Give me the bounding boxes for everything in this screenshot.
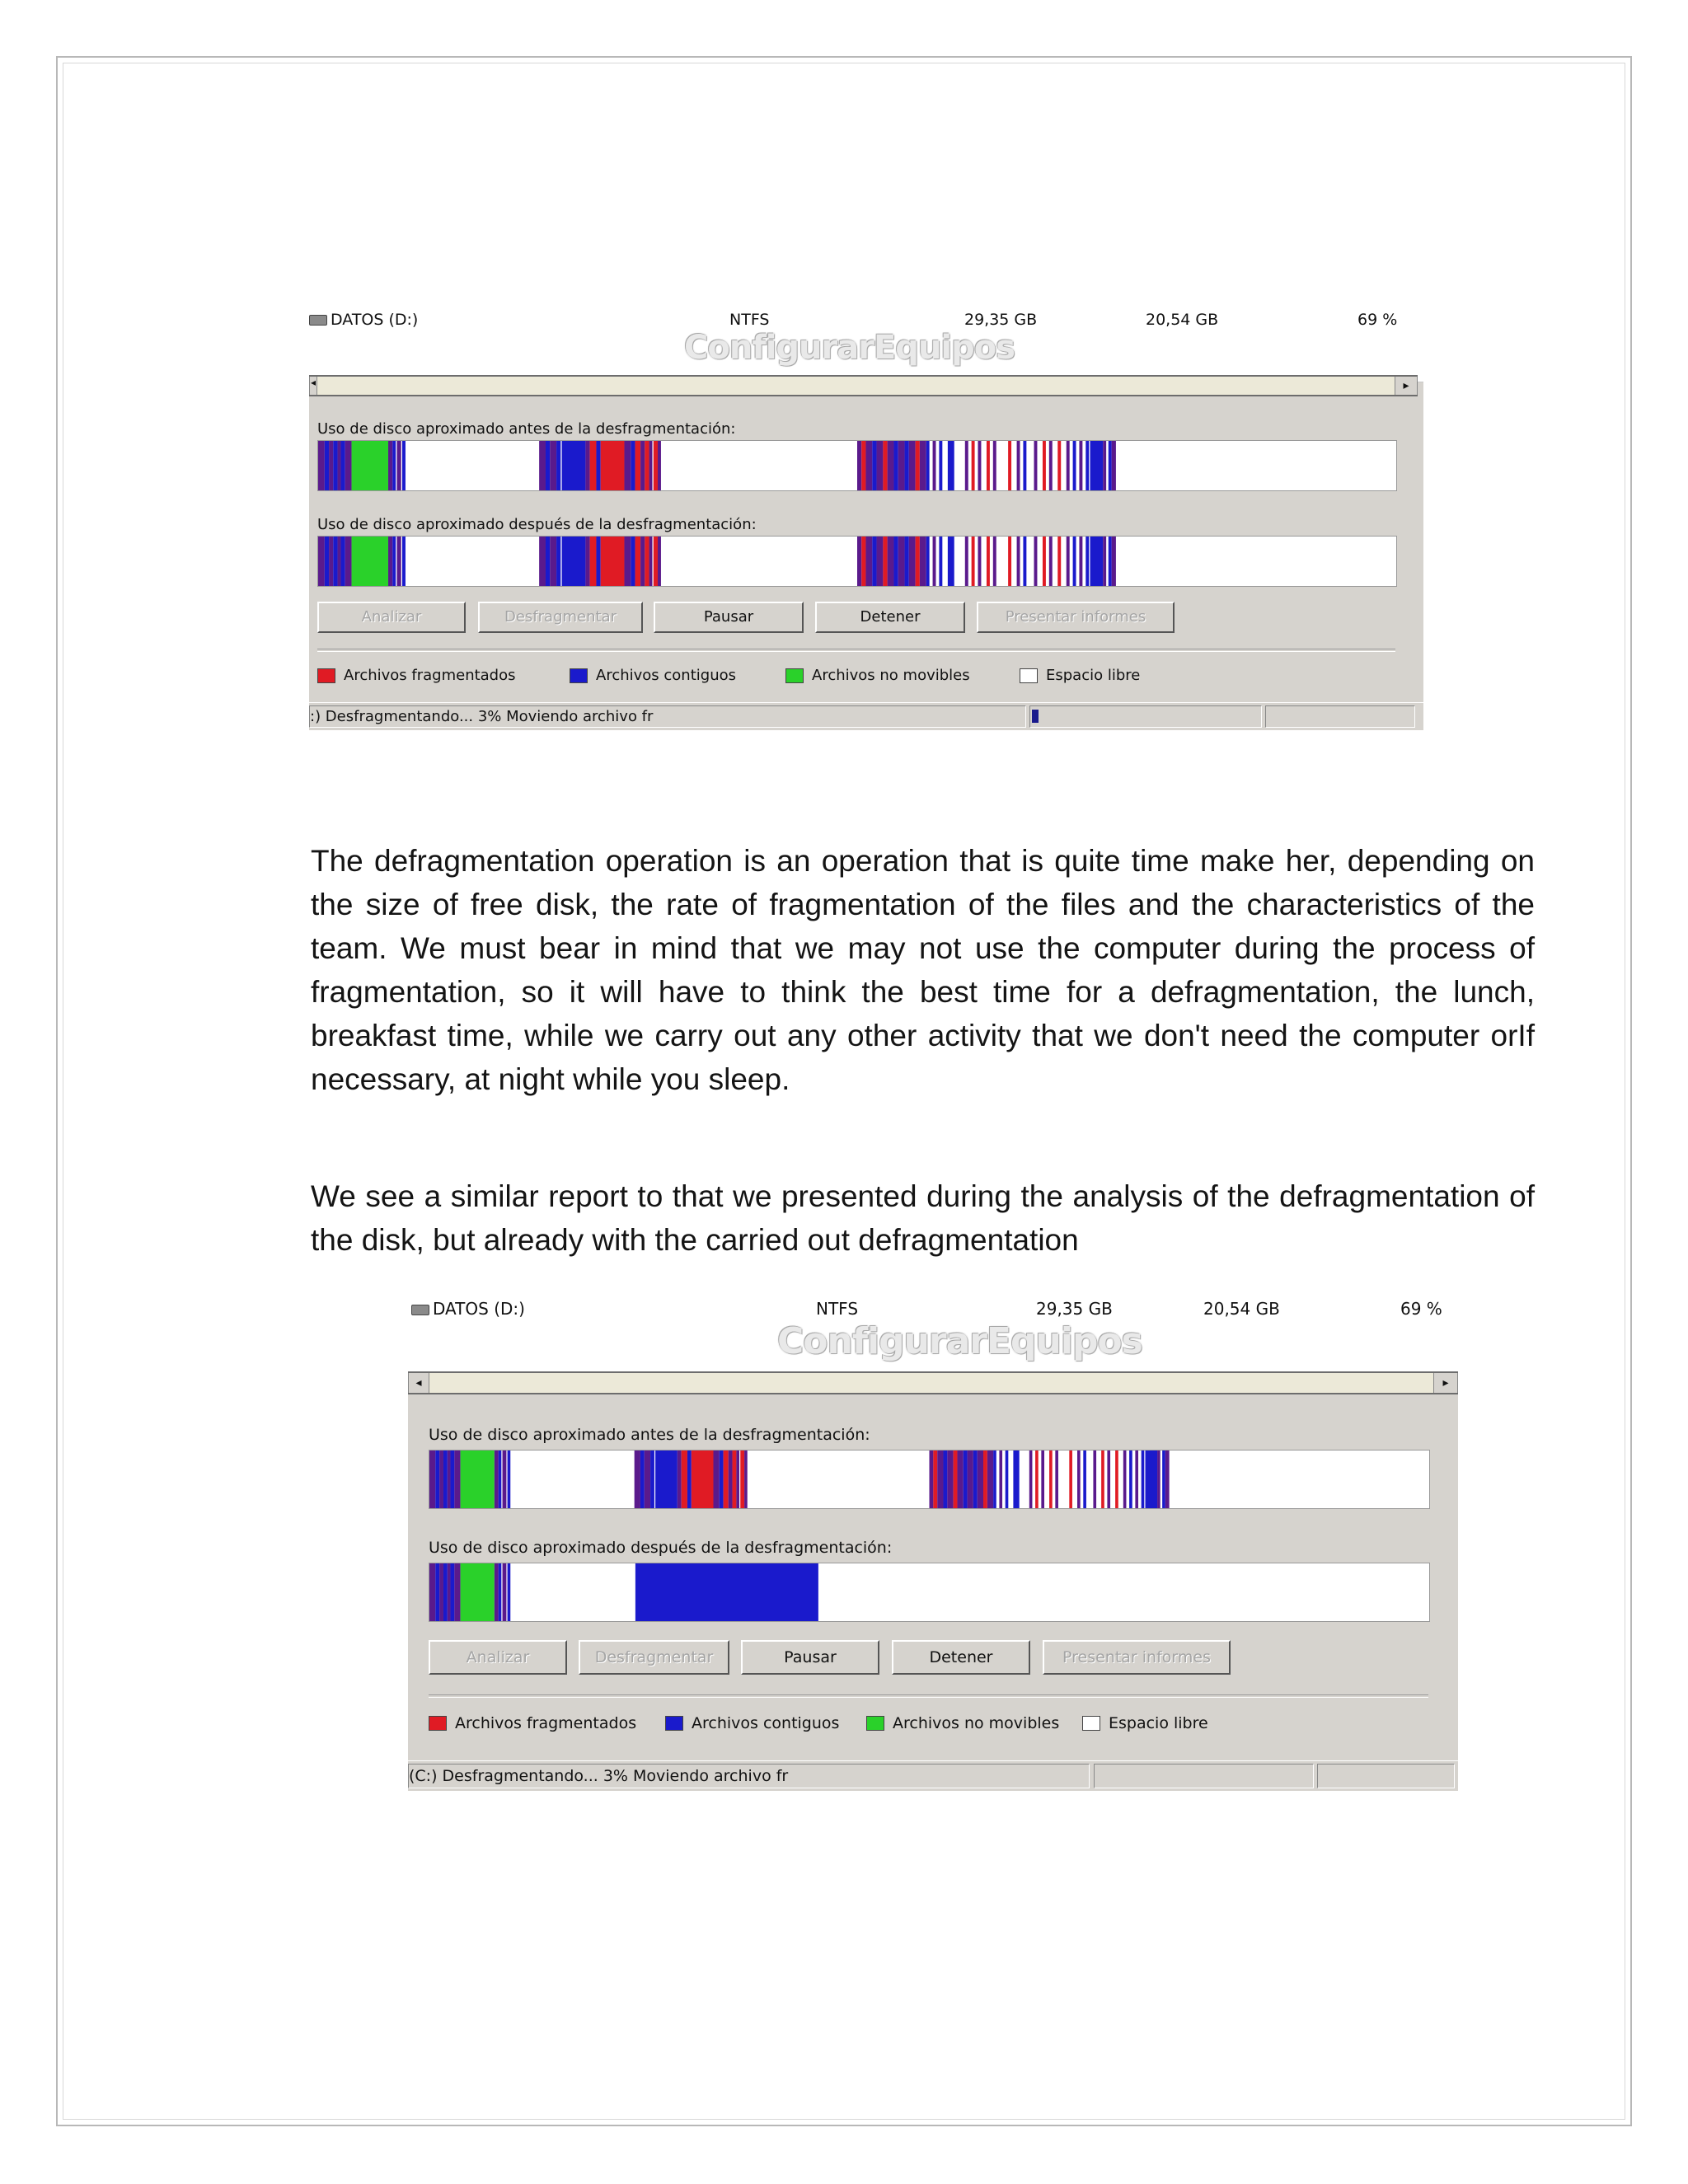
disk-map-segment — [318, 441, 325, 490]
volume-name: DATOS (D:) — [433, 1299, 525, 1319]
defrag-screenshot-before — [309, 307, 1423, 730]
volume-free-space: 20,54 GB — [1203, 1299, 1280, 1319]
disk-map-segment — [968, 1451, 973, 1508]
volume-name-cell — [411, 1299, 525, 1319]
disk-map-segment — [898, 537, 905, 586]
disk-map-segment — [495, 1451, 499, 1508]
disk-drive-icon — [411, 1305, 429, 1315]
disk-map-segment — [1067, 537, 1070, 586]
disk-map-segment — [1129, 1451, 1132, 1508]
disk-map-segment — [508, 1563, 511, 1621]
disk-map-segment — [965, 441, 968, 490]
legend-contiguous-label: Archivos contiguos — [692, 1714, 840, 1732]
after-usage-map — [318, 537, 1396, 586]
disk-map-segment — [1055, 1451, 1058, 1508]
disk-map-segment — [978, 537, 981, 586]
stop-button[interactable]: Detener — [892, 1640, 1030, 1675]
disk-map-segment — [909, 537, 916, 586]
pause-button[interactable]: Pausar — [741, 1640, 879, 1675]
disk-map-segment — [503, 1451, 507, 1508]
disk-map-segment — [325, 441, 329, 490]
disk-map-segment — [909, 441, 916, 490]
disk-map-segment — [388, 441, 392, 490]
legend-fragmented-label: Archivos fragmentados — [344, 667, 516, 684]
disk-map-segment — [645, 537, 649, 586]
disk-map-segment — [461, 1563, 495, 1621]
stop-button[interactable]: Detener — [815, 602, 965, 633]
disk-map-segment — [1006, 1451, 1009, 1508]
disk-map-segment — [1103, 441, 1106, 490]
disk-map-segment — [435, 1563, 439, 1621]
disk-map-segment — [352, 537, 388, 586]
disk-map-segment — [402, 537, 406, 586]
contiguous-swatch — [570, 668, 588, 683]
disk-map-segment — [546, 441, 550, 490]
disk-map-segment — [635, 441, 641, 490]
scroll-right-button[interactable]: ▸ — [1395, 377, 1418, 395]
disk-map-segment — [865, 537, 872, 586]
disk-map-segment — [318, 537, 325, 586]
disk-map-segment — [338, 537, 341, 586]
disk-map-segment — [1073, 537, 1076, 586]
disk-map-segment — [948, 537, 954, 586]
disk-map-segment — [1109, 537, 1112, 586]
legend-unmovable-label: Archivos no movibles — [893, 1714, 1060, 1732]
disk-map-segment — [556, 441, 560, 490]
disk-map-segment — [888, 537, 894, 586]
disk-map-segment — [1162, 1451, 1165, 1508]
disk-map-segment — [388, 537, 392, 586]
disk-map-segment — [590, 441, 597, 490]
disk-map-segment — [601, 537, 625, 586]
disk-map-segment — [993, 1451, 996, 1508]
disk-map-segment — [1043, 537, 1046, 586]
disk-map-segment — [546, 537, 550, 586]
disk-map-segment — [905, 537, 909, 586]
disk-map-segment — [926, 441, 930, 490]
horizontal-scrollbar[interactable] — [408, 1371, 1458, 1394]
disk-map-segment — [987, 1451, 993, 1508]
disk-map-segment — [635, 1451, 640, 1508]
disk-map-segment — [933, 1451, 937, 1508]
disk-map-segment — [926, 537, 930, 586]
defragment-button[interactable]: Desfragmentar — [579, 1640, 729, 1675]
disk-map-segment — [893, 537, 898, 586]
free-swatch — [1020, 668, 1038, 683]
disk-map-segment — [1041, 1451, 1044, 1508]
disk-map-segment — [596, 441, 600, 490]
disk-map-segment — [972, 537, 975, 586]
disk-map-segment — [1079, 537, 1082, 586]
disk-map-segment — [678, 1451, 682, 1508]
disk-map-segment — [1069, 1451, 1072, 1508]
disk-map-segment — [392, 537, 396, 586]
disk-map-segment — [325, 537, 329, 586]
disk-map-segment — [1083, 1451, 1086, 1508]
volume-free-space: 20,54 GB — [1146, 311, 1219, 329]
status-empty-cell — [1265, 705, 1415, 728]
disk-map-segment — [508, 1451, 511, 1508]
disk-map-segment — [736, 1451, 739, 1508]
disk-map-segment — [650, 1451, 654, 1508]
disk-map-segment — [939, 537, 942, 586]
legend-free — [1082, 1714, 1208, 1732]
volume-name: DATOS (D:) — [331, 311, 419, 329]
disk-map-segment — [640, 441, 645, 490]
defragment-button[interactable]: Desfragmentar — [478, 602, 643, 633]
unmovable-swatch — [866, 1716, 884, 1731]
disk-map-segment — [857, 537, 861, 586]
disk-map-segment — [905, 441, 909, 490]
disk-map-segment — [1112, 537, 1116, 586]
disk-map-segment — [872, 441, 876, 490]
disk-map-segment — [396, 537, 401, 586]
disk-map-segment — [352, 441, 388, 490]
after-usage-bar — [429, 1563, 1430, 1622]
disk-map-segment — [943, 1451, 947, 1508]
disk-map-segment — [1034, 441, 1038, 490]
disk-map-segment — [1093, 1451, 1096, 1508]
disk-map-segment — [631, 537, 635, 586]
disk-map-segment — [973, 1451, 978, 1508]
status-progress-cell — [1029, 705, 1262, 728]
disk-map-segment — [448, 1563, 451, 1621]
disk-map-segment — [1090, 537, 1104, 586]
disk-map-segment — [937, 1451, 943, 1508]
volume-percent-free: 69 % — [1400, 1299, 1442, 1319]
disk-map-segment — [624, 537, 631, 586]
horizontal-scrollbar[interactable] — [309, 375, 1418, 396]
body-paragraph-2: We see a similar report to that we presented during the analysis of the defragmentation of the disk, but already with the carried out defragmentation — [311, 1179, 1535, 1257]
disk-map-segment — [454, 1563, 460, 1621]
disk-map-segment — [964, 1451, 968, 1508]
disk-map-segment — [1146, 1451, 1158, 1508]
disk-map-segment — [1013, 1451, 1019, 1508]
after-usage-label: Uso de disco aproximado después de la desfragmentación: — [429, 1539, 893, 1557]
legend-contiguous — [570, 667, 736, 684]
status-bar — [309, 702, 1423, 730]
legend-free — [1020, 667, 1140, 684]
before-usage-bar — [429, 1450, 1430, 1509]
volume-row[interactable] — [309, 307, 1423, 382]
disk-map-segment — [562, 441, 586, 490]
disk-map-segment — [713, 1451, 719, 1508]
disk-map-segment — [883, 441, 887, 490]
disk-map-segment — [947, 1451, 953, 1508]
analyze-button[interactable]: Analizar — [429, 1640, 567, 1675]
pause-button[interactable]: Pausar — [654, 602, 804, 633]
disk-map-segment — [658, 537, 661, 586]
disk-map-segment — [1085, 441, 1089, 490]
disk-map-segment — [645, 441, 649, 490]
disk-map-segment — [645, 1451, 650, 1508]
disk-map-segment — [590, 537, 597, 586]
disk-map-segment — [1079, 441, 1082, 490]
disk-map-segment — [930, 1451, 934, 1508]
disk-map-segment — [499, 1563, 502, 1621]
disk-map-segment — [1101, 1451, 1104, 1508]
view-report-button[interactable]: Presentar informes — [977, 602, 1175, 633]
disk-map-segment — [1142, 1451, 1145, 1508]
before-usage-map — [318, 441, 1396, 490]
disk-map-segment — [916, 441, 920, 490]
disk-map-segment — [333, 441, 337, 490]
disk-map-segment — [983, 1451, 987, 1508]
disk-map-segment — [601, 441, 625, 490]
after-usage-map — [429, 1563, 1429, 1621]
disk-map-segment — [1073, 441, 1076, 490]
disk-map-segment — [461, 1451, 495, 1508]
disk-map-segment — [1123, 1451, 1127, 1508]
disk-map-segment — [345, 537, 352, 586]
disk-map-segment — [861, 441, 865, 490]
disk-map-segment — [1109, 441, 1112, 490]
disk-map-segment — [1008, 441, 1011, 490]
fragmented-swatch — [429, 1716, 447, 1731]
disk-map-segment — [640, 1451, 645, 1508]
disk-map-segment — [972, 441, 975, 490]
disk-map-segment — [987, 537, 990, 586]
disk-map-segment — [443, 1563, 448, 1621]
disk-map-segment — [933, 537, 936, 586]
disk-map-segment — [1017, 441, 1020, 490]
legend-unmovable — [866, 1714, 1059, 1732]
disk-map-segment — [429, 1563, 435, 1621]
disk-map-segment — [733, 1451, 737, 1508]
disk-map-segment — [1165, 1451, 1170, 1508]
disk-map-segment — [957, 1451, 963, 1508]
defrag-screenshot-after — [408, 1294, 1458, 1791]
disk-map-segment — [916, 537, 920, 586]
disk-map-segment — [1135, 1451, 1138, 1508]
status-text: :) Desfragmentando... 3% Moviendo archivo fr — [309, 705, 1026, 728]
disk-map-segment — [729, 1451, 733, 1508]
volume-name-cell — [309, 311, 418, 329]
disk-map-segment — [1023, 537, 1026, 586]
disk-map-segment — [439, 1451, 443, 1508]
disk-map-segment — [655, 1451, 678, 1508]
disk-map-segment — [649, 537, 653, 586]
disk-map-segment — [920, 441, 926, 490]
disk-map-segment — [861, 537, 865, 586]
scroll-right-button[interactable]: ▸ — [1433, 1373, 1458, 1393]
disk-map-segment — [450, 1451, 454, 1508]
disk-map-segment — [624, 441, 631, 490]
scroll-left-button[interactable]: ◂ — [408, 1373, 429, 1393]
disk-map-segment — [1034, 537, 1038, 586]
disk-map-segment — [987, 441, 990, 490]
disk-map-segment — [920, 537, 926, 586]
disk-map-segment — [865, 441, 872, 490]
before-usage-bar — [317, 440, 1397, 491]
disk-map-segment — [744, 1451, 748, 1508]
disk-map-segment — [1017, 537, 1020, 586]
disk-map-segment — [658, 441, 661, 490]
separator — [429, 1694, 1428, 1698]
disk-map-segment — [954, 1451, 958, 1508]
disk-map-segment — [585, 441, 589, 490]
legend-contiguous — [665, 1714, 839, 1732]
disk-map-segment — [1115, 1451, 1118, 1508]
disk-map-segment — [556, 537, 560, 586]
disk-map-segment — [877, 441, 884, 490]
disk-map-segment — [454, 1451, 460, 1508]
legend-unmovable — [785, 667, 970, 684]
disk-map-segment — [402, 441, 406, 490]
disk-map-segment — [448, 1451, 451, 1508]
legend-fragmented — [429, 1714, 636, 1732]
disk-map-segment — [939, 441, 942, 490]
disk-map-segment — [596, 537, 600, 586]
disk-map-segment — [1112, 441, 1116, 490]
disk-map-segment — [539, 537, 546, 586]
watermark-logo: ConfigurarEquipos — [684, 329, 1015, 367]
progress-indicator — [1032, 710, 1039, 723]
analyze-button[interactable]: Analizar — [317, 602, 466, 633]
separator — [317, 649, 1395, 652]
volume-row[interactable] — [408, 1294, 1458, 1377]
disk-map-segment — [439, 1563, 443, 1621]
legend-contiguous-label: Archivos contiguos — [596, 667, 736, 684]
volume-filesystem: NTFS — [729, 311, 770, 329]
disk-map-segment — [654, 537, 658, 586]
disk-map-segment — [1029, 1451, 1033, 1508]
disk-map-segment — [687, 1451, 692, 1508]
disk-map-segment — [857, 441, 861, 490]
disk-map-segment — [539, 441, 546, 490]
legend-fragmented — [317, 667, 516, 684]
disk-map-segment — [724, 1451, 729, 1508]
disk-map-segment — [893, 441, 898, 490]
disk-map-segment — [1107, 1451, 1110, 1508]
disk-map-segment — [933, 441, 936, 490]
disk-map-segment — [585, 537, 589, 586]
unmovable-swatch — [785, 668, 804, 683]
disk-map-segment — [1090, 441, 1104, 490]
status-empty-cell — [1317, 1764, 1455, 1788]
disk-map-segment — [640, 537, 645, 586]
disk-map-segment — [1057, 441, 1061, 490]
disk-map-segment — [631, 441, 635, 490]
legend-fragmented-label: Archivos fragmentados — [455, 1714, 637, 1732]
volume-percent-free: 69 % — [1357, 311, 1398, 329]
disk-map-segment — [435, 1451, 439, 1508]
disk-map-segment — [340, 441, 345, 490]
disk-map-segment — [965, 537, 968, 586]
disk-map-segment — [888, 441, 894, 490]
disk-map-segment — [429, 1451, 435, 1508]
volume-capacity: 29,35 GB — [964, 311, 1038, 329]
disk-map-segment — [329, 537, 333, 586]
legend-free-label: Espacio libre — [1109, 1714, 1208, 1732]
before-usage-label: Uso de disco aproximado antes de la desfragmentación: — [317, 420, 736, 438]
free-swatch — [1082, 1716, 1100, 1731]
disk-map-segment — [1067, 441, 1070, 490]
disk-map-segment — [550, 441, 556, 490]
disk-map-segment — [649, 441, 653, 490]
status-progress-cell — [1094, 1764, 1314, 1788]
after-usage-bar — [317, 536, 1397, 587]
disk-map-segment — [1043, 441, 1046, 490]
disk-map-segment — [635, 537, 641, 586]
disk-map-segment — [1057, 537, 1061, 586]
disk-map-segment — [1035, 1451, 1039, 1508]
disk-map-segment — [872, 537, 876, 586]
disk-map-segment — [635, 1563, 818, 1621]
disk-map-segment — [392, 441, 396, 490]
disk-map-segment — [345, 441, 352, 490]
after-usage-label: Uso de disco aproximado después de la desfragmentación: — [317, 516, 757, 533]
disk-map-segment — [720, 1451, 724, 1508]
disk-map-segment — [333, 537, 337, 586]
disk-map-segment — [338, 441, 341, 490]
disk-map-segment — [443, 1451, 448, 1508]
disk-map-segment — [978, 441, 981, 490]
disk-map-segment — [1049, 441, 1053, 490]
disk-map-segment — [692, 1451, 714, 1508]
disk-map-segment — [340, 537, 345, 586]
volume-capacity: 29,35 GB — [1036, 1299, 1113, 1319]
disk-map-segment — [1157, 1451, 1160, 1508]
before-usage-map — [429, 1451, 1429, 1508]
disk-map-segment — [1085, 537, 1089, 586]
disk-map-segment — [495, 1563, 499, 1621]
legend-free-label: Espacio libre — [1046, 667, 1141, 684]
legend-unmovable-label: Archivos no movibles — [812, 667, 970, 684]
disk-map-segment — [1049, 537, 1053, 586]
disk-map-segment — [450, 1563, 454, 1621]
watermark-logo: ConfigurarEquipos — [777, 1320, 1142, 1362]
contiguous-swatch — [665, 1716, 683, 1731]
disk-map-segment — [883, 537, 887, 586]
disk-map-segment — [499, 1451, 502, 1508]
disk-map-segment — [1077, 1451, 1081, 1508]
disk-map-segment — [999, 1451, 1002, 1508]
disk-map-segment — [898, 441, 905, 490]
disk-map-segment — [978, 1451, 983, 1508]
scroll-left-button[interactable]: ◂ — [309, 377, 317, 395]
disk-map-segment — [740, 1451, 744, 1508]
disk-map-segment — [562, 537, 586, 586]
view-report-button[interactable]: Presentar informes — [1043, 1640, 1231, 1675]
volume-filesystem: NTFS — [816, 1299, 859, 1319]
disk-map-segment — [550, 537, 556, 586]
disk-map-segment — [682, 1451, 687, 1508]
disk-map-segment — [396, 441, 401, 490]
disk-map-segment — [503, 1563, 507, 1621]
status-bar — [408, 1760, 1458, 1791]
disk-map-segment — [1008, 537, 1011, 586]
disk-map-segment — [877, 537, 884, 586]
disk-drive-icon — [309, 315, 327, 326]
status-text: (C:) Desfragmentando... 3% Moviendo archivo fr — [408, 1764, 1090, 1788]
disk-map-segment — [1023, 441, 1026, 490]
disk-map-segment — [1103, 537, 1106, 586]
before-usage-label: Uso de disco aproximado antes de la desfragmentación: — [429, 1426, 870, 1444]
disk-map-segment — [993, 537, 996, 586]
disk-map-segment — [993, 441, 996, 490]
fragmented-swatch — [317, 668, 335, 683]
disk-map-segment — [948, 441, 954, 490]
disk-map-segment — [1049, 1451, 1053, 1508]
body-paragraph-1: The defragmentation operation is an operation that is quite time make her, depending on the size of free disk, the rate of fragmentation of the files and the characteristics of the team. We must bear in mind that we may not use the computer during the process of fragmentation, so it will have to think the best time for a defragmentation, the lunch, breakfast time, while we carry out any other activity that we don't need the computer orIf necessary, at night while you sleep. — [311, 844, 1535, 1096]
disk-map-segment — [329, 441, 333, 490]
disk-map-segment — [654, 441, 658, 490]
